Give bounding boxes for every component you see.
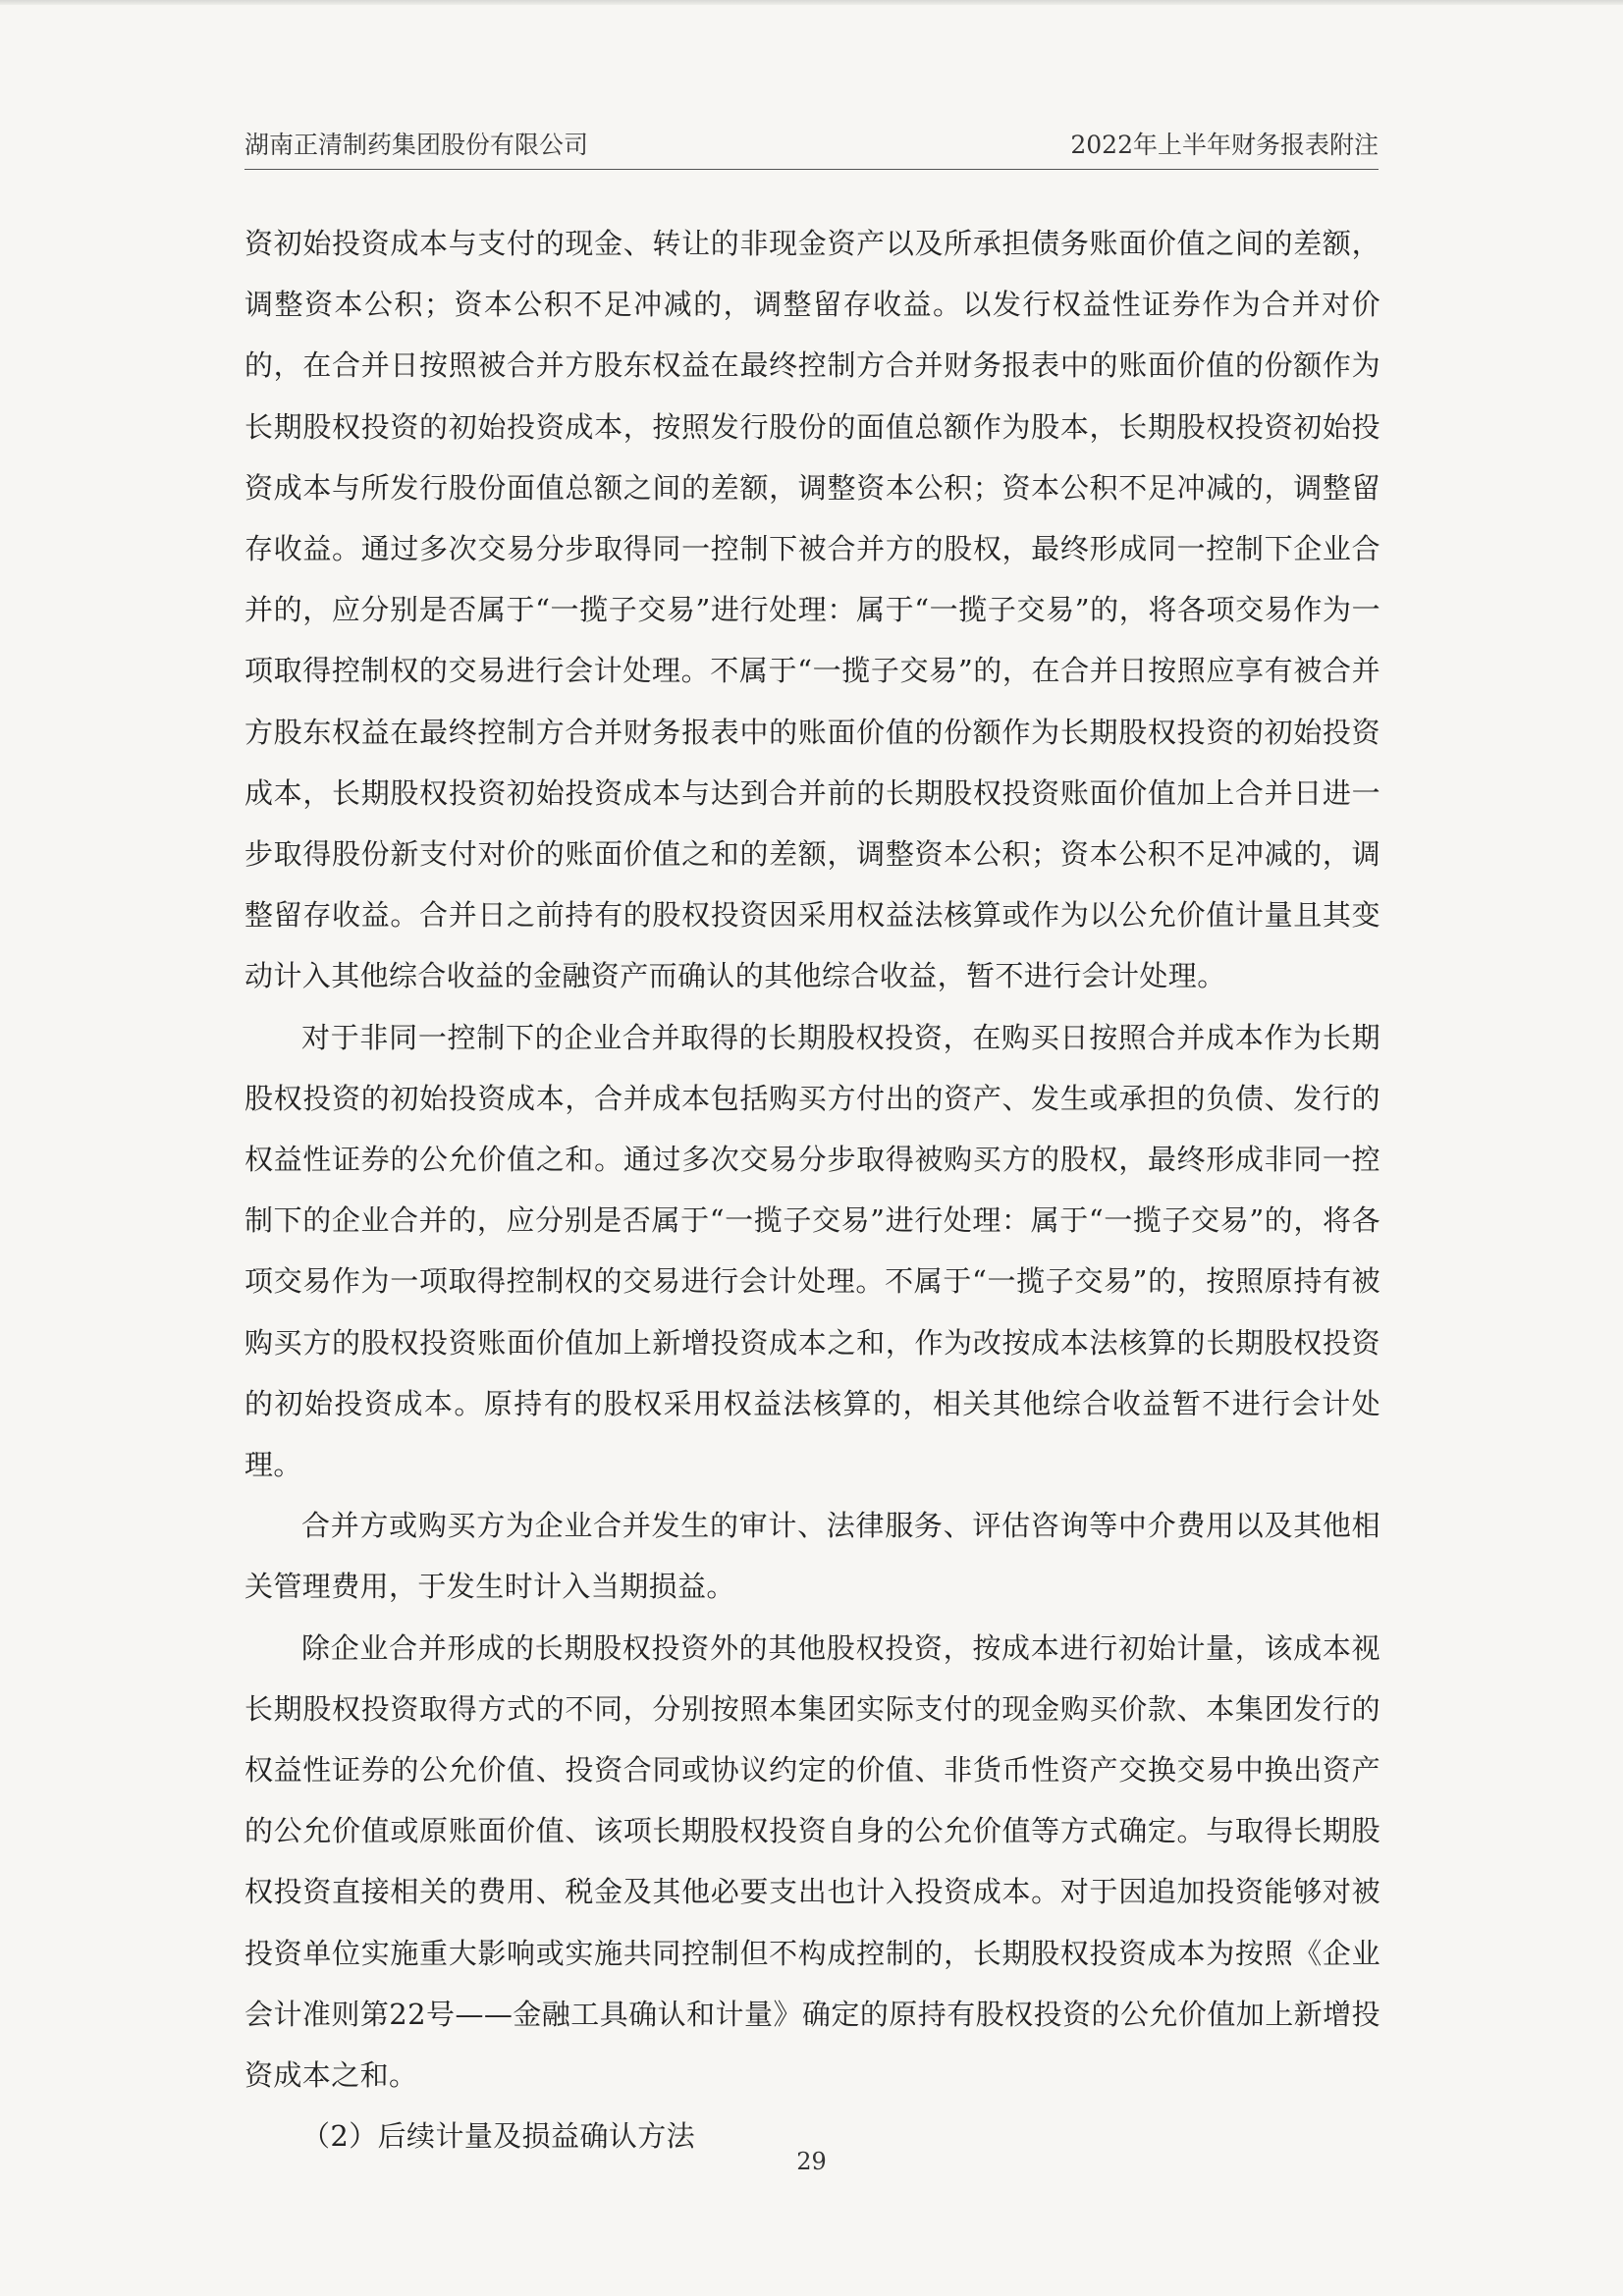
body-text xyxy=(244,213,1380,2167)
report-title: 2022年上半年财务报表附注 xyxy=(1070,131,1379,159)
page-header xyxy=(244,126,1379,170)
company-name: 湖南正清制药集团股份有限公司 xyxy=(244,131,589,159)
paragraph: 资初始投资成本与支付的现金、转让的非现金资产以及所承担债务账面价值之间的差额，调整资本公积；资本公积不足冲减的，调整留存收益。以发行权益性证券作为合并对价的，在合并日按照被合并方股东权益在最终控制方合并财务报表中的账面价值的份额作为长期股权投资的初始投资成本，按照发行股份的面值总额作为股本，长期股权投资初始投资成本与所发行股份面值总额之间的差额，调整资本公积；资本公积不足冲减的，调整留存收益。通过多次交易分步取得同一控制下被合并方的股权，最终形成同一控制下企业合并的，应分别是否属于“一揽子交易”进行处理：属于“一揽子交易”的，将各项交易作为一项取得控制权的交易进行会计处理。不属于“一揽子交易”的，在合并日按照应享有被合并方股东权益在最终控制方合并财务报表中的账面价值的份额作为长期股权投资的初始投资成本，长期股权投资初始投资成本与达到合并前的长期股权投资账面价值加上合并日进一步取得股份新支付对价的账面价值之和的差额，调整资本公积；资本公积不足冲减的，调整留存收益。合并日之前持有的股权投资因采用权益法核算或作为以公允价值计量且其变动计入其他综合收益的金融资产而确认的其他综合收益，暂不进行会计处理。 xyxy=(244,227,1380,993)
page-number: 29 xyxy=(796,2148,827,2175)
paragraph: 除企业合并形成的长期股权投资外的其他股权投资，按成本进行初始计量，该成本视长期股权投资取得方式的不同，分别按照本集团实际支付的现金购买价款、本集团发行的权益性证券的公允价值、投资合同或协议约定的价值、非货币性资产交换交易中换出资产的公允价值或原账面价值、该项长期股权投资自身的公允价值等方式确定。与取得长期股权投资直接相关的费用、税金及其他必要支出也计入投资成本。对于因追加投资能够对被投资单位实施重大影响或实施共同控制但不构成控制的，长期股权投资成本为按照《企业会计准则第22号——金融工具确认和计量》确定的原持有股权投资的公允价值加上新增投资成本之和。 xyxy=(244,1630,1380,2093)
section-heading: （2）后续计量及损益确认方法 xyxy=(301,2119,696,2154)
paragraph: 合并方或购买方为企业合并发生的审计、法律服务、评估咨询等中介费用以及其他相关管理费用，于发生时计入当期损益。 xyxy=(244,1509,1380,1604)
paragraph: 对于非同一控制下的企业合并取得的长期股权投资，在购买日按照合并成本作为长期股权投资的初始投资成本，合并成本包括购买方付出的资产、发生或承担的负债、发行的权益性证券的公允价值之和。通过多次交易分步取得被购买方的股权，最终形成非同一控制下的企业合并的，应分别是否属于“一揽子交易”进行处理：属于“一揽子交易”的，将各项交易作为一项取得控制权的交易进行会计处理。不属于“一揽子交易”的，按照原持有被购买方的股权投资账面价值加上新增投资成本之和，作为改按成本法核算的长期股权投资的初始投资成本。原持有的股权采用权益法核算的，相关其他综合收益暂不进行会计处理。 xyxy=(244,1020,1380,1482)
scan-edge xyxy=(0,0,1623,5)
